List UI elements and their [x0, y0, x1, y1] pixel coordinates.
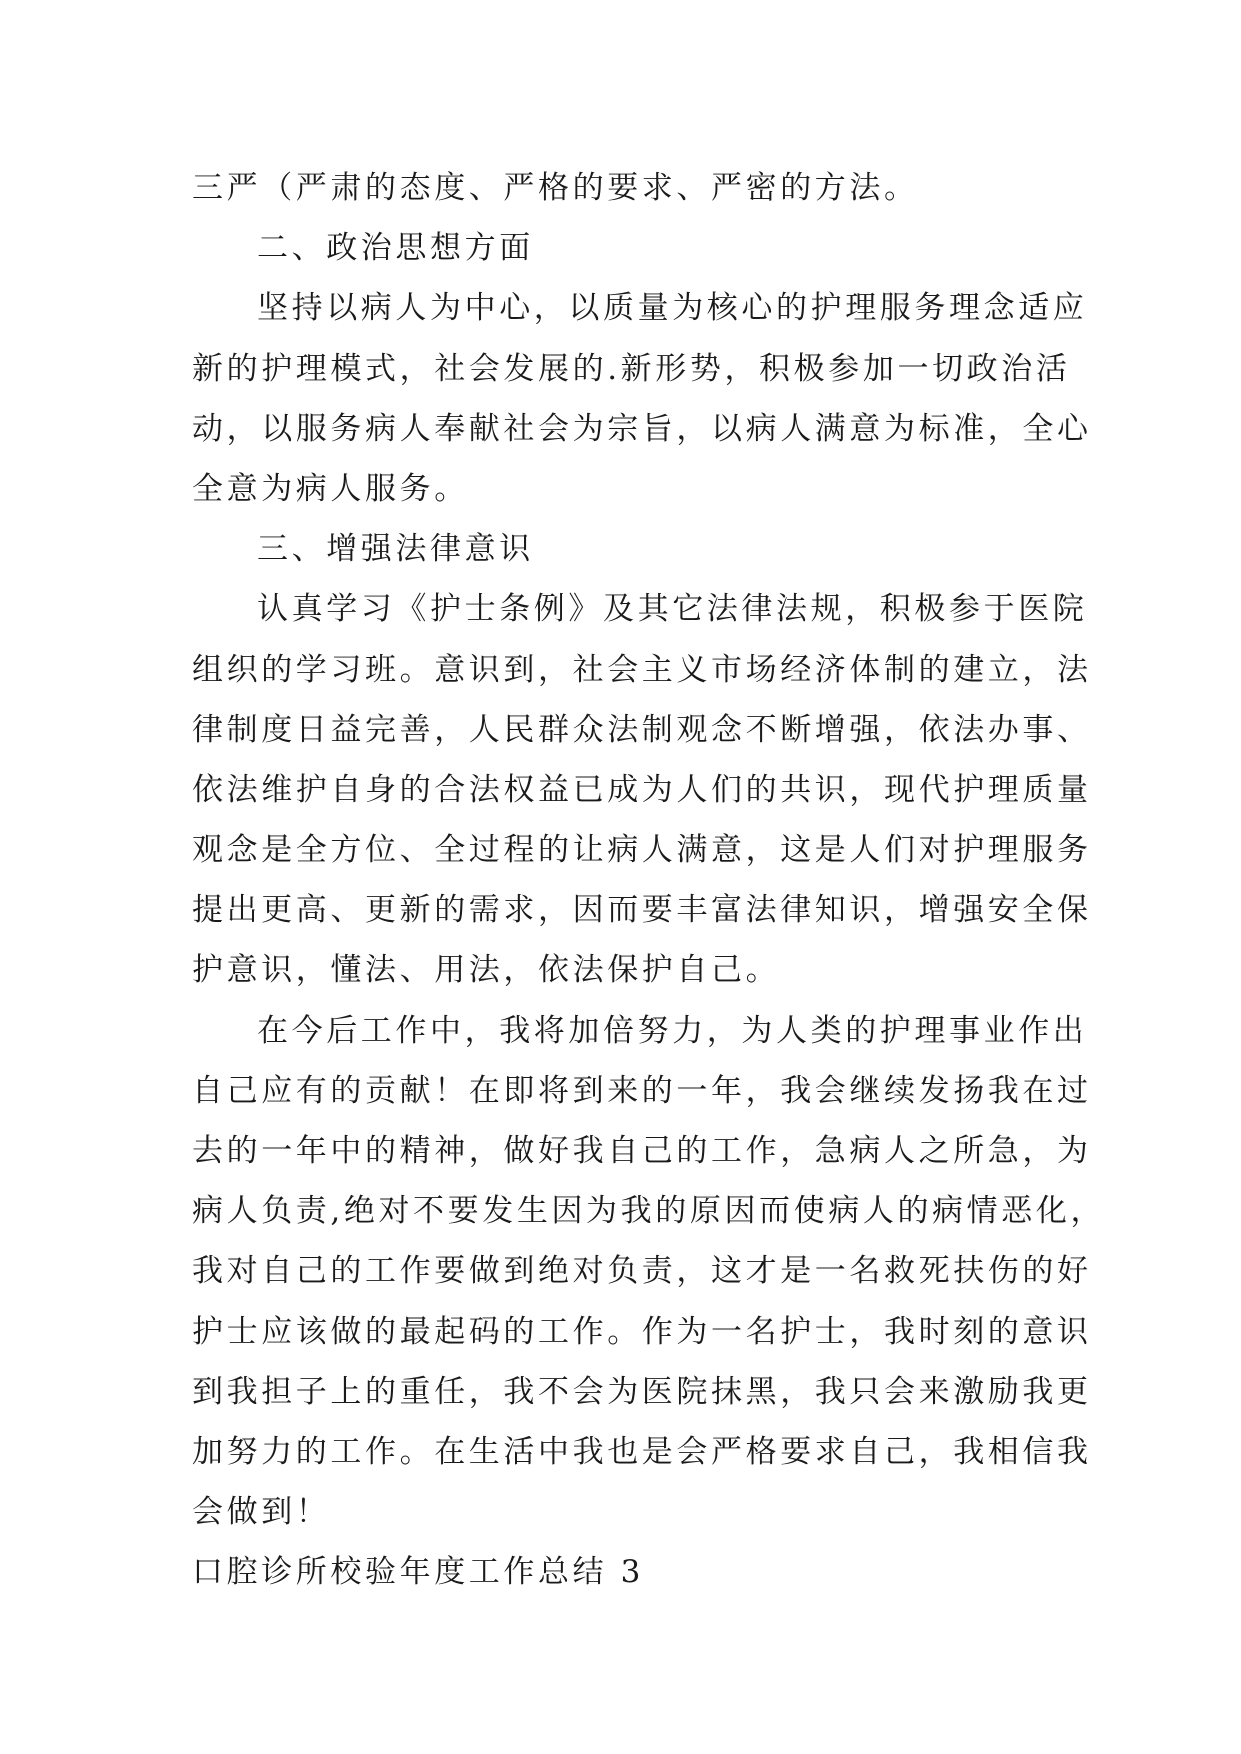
- paragraph-line: 观念是全方位、全过程的让病人满意，这是人们对护理服务: [192, 832, 1092, 869]
- paragraph-line: 护士应该做的最起码的工作。作为一名护士，我时刻的意识: [192, 1313, 1092, 1350]
- paragraph-line: 自己应有的贡献！在即将到来的一年，我会继续发扬我在过: [192, 1072, 1092, 1109]
- paragraph-line: 动，以服务病人奉献社会为宗旨，以病人满意为标准，全心: [192, 410, 1092, 447]
- paragraph-line: 律制度日益完善，人民群众法制观念不断增强，依法办事、: [192, 711, 1092, 748]
- paragraph-line: 病人负责,绝对不要发生因为我的原因而使病人的病情恶化，: [192, 1193, 1106, 1230]
- paragraph-line: 加努力的工作。在生活中我也是会严格要求自己，我相信我: [192, 1433, 1092, 1470]
- paragraph-line: 我对自己的工作要做到绝对负责，这才是一名救死扶伤的好: [192, 1253, 1092, 1290]
- paragraph-line: 三严（严肃的态度、严格的要求、严密的方法。: [192, 170, 919, 206]
- section-heading: 二、政治思想方面: [257, 230, 534, 267]
- paragraph-line: 会做到！: [192, 1494, 331, 1531]
- paragraph-line: 依法维护自身的合法权益已成为人们的共识，现代护理质量: [192, 771, 1092, 808]
- paragraph-line: 到我担子上的重任，我不会为医院抹黑，我只会来激励我更: [192, 1373, 1092, 1410]
- paragraph-line: 坚持以病人为中心，以质量为核心的护理服务理念适应: [257, 290, 1088, 327]
- paragraph-line: 组织的学习班。意识到，社会主义市场经济体制的建立，法: [192, 651, 1092, 688]
- paragraph-line: 护意识，懂法、用法，依法保护自己。: [192, 952, 781, 989]
- document-body: [192, 158, 1106, 1603]
- paragraph-line: 提出更高、更新的需求，因而要丰富法律知识，增强安全保: [192, 892, 1092, 929]
- paragraph-line: 认真学习《护士条例》及其它法律法规，积极参于医院: [257, 591, 1088, 628]
- paragraph-line: 全意为病人服务。: [192, 470, 469, 507]
- document-title: 口腔诊所校验年度工作总结 3: [192, 1554, 644, 1591]
- paragraph-line: 在今后工作中，我将加倍努力，为人类的护理事业作出: [257, 1012, 1088, 1049]
- paragraph-line: 去的一年中的精神，做好我自己的工作，急病人之所急，为: [192, 1133, 1092, 1169]
- section-heading: 三、增强法律意识: [257, 531, 534, 568]
- paragraph-line: 新的护理模式，社会发展的.新形势，积极参加一切政治活: [192, 350, 1071, 387]
